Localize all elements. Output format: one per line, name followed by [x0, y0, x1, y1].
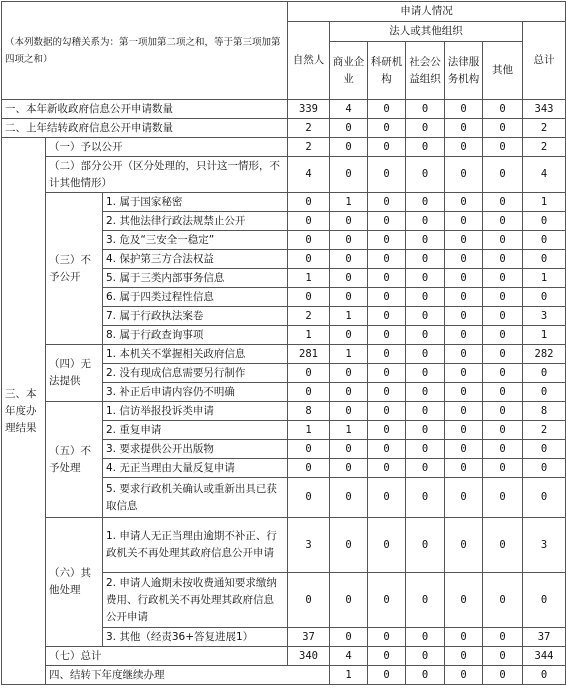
cell: 0	[483, 288, 523, 307]
row-label: （七）总计	[46, 647, 288, 666]
group-label-not-disclosed: （三）不予公开	[46, 193, 103, 345]
cell: 0	[483, 647, 523, 666]
cell: 0	[330, 231, 368, 250]
cell: 0	[288, 383, 330, 402]
cell: 0	[483, 518, 523, 573]
header-social-welfare: 社会公益组织	[406, 42, 445, 100]
cell: 0	[523, 288, 566, 307]
cell: 0	[368, 212, 406, 231]
header-legal-service: 法律服务机构	[445, 42, 483, 100]
row-partial	[2, 157, 566, 193]
cell: 0	[523, 231, 566, 250]
header-commercial: 商业企业	[330, 42, 368, 100]
cell: 1	[330, 345, 368, 364]
cell: 1	[330, 193, 368, 212]
cell: 0	[445, 518, 483, 573]
cell: 0	[288, 440, 330, 459]
cell: 340	[288, 647, 330, 666]
cell: 0	[368, 421, 406, 440]
row-item	[2, 193, 566, 212]
cell: 0	[330, 459, 368, 478]
cell: 1	[288, 326, 330, 345]
cell: 0	[445, 402, 483, 421]
cell: 2	[523, 138, 566, 157]
cell: 0	[445, 288, 483, 307]
row-label: （二）部分公开（区分处理的，只计这一情形，不计其他情形）	[46, 157, 288, 193]
cell: 0	[330, 288, 368, 307]
cell: 0	[445, 345, 483, 364]
header-total: 总计	[523, 22, 566, 100]
cell: 0	[406, 628, 445, 647]
row-label: 2. 重复申请	[103, 421, 288, 440]
row-label: 2. 没有现成信息需要另行制作	[103, 364, 288, 383]
cell: 0	[406, 345, 445, 364]
header-research: 科研机构	[368, 42, 406, 100]
cell: 0	[406, 193, 445, 212]
cell: 8	[288, 402, 330, 421]
cell: 0	[368, 326, 406, 345]
cell: 343	[523, 100, 566, 119]
section3-label: 三、本年度办理结果	[2, 138, 46, 685]
cell: 0	[483, 326, 523, 345]
row-subtotal	[2, 647, 566, 666]
header-applicant-info: 申请人情况	[288, 2, 566, 22]
cell: 282	[523, 345, 566, 364]
row-label: 四、结转下年度继续办理	[46, 666, 330, 685]
cell: 0	[406, 157, 445, 193]
cell: 0	[368, 440, 406, 459]
cell: 0	[368, 573, 406, 628]
cell: 0	[406, 573, 445, 628]
cell: 0	[330, 269, 368, 288]
header-other: 其他	[483, 42, 523, 100]
cell: 0	[445, 269, 483, 288]
cell: 0	[406, 100, 445, 119]
cell: 0	[445, 421, 483, 440]
cell: 0	[406, 364, 445, 383]
cell: 8	[523, 402, 566, 421]
cell: 0	[483, 212, 523, 231]
row-label: 3. 补正后申请内容仍不明确	[103, 383, 288, 402]
cell: 0	[368, 138, 406, 157]
row-carried-over	[2, 119, 566, 138]
row-label: 8. 属于行政查询事项	[103, 326, 288, 345]
cell: 0	[483, 307, 523, 326]
row-item	[2, 518, 566, 573]
cell: 0	[330, 364, 368, 383]
cell: 0	[288, 212, 330, 231]
cell: 0	[288, 478, 330, 518]
cell: 0	[523, 459, 566, 478]
cell: 0	[368, 478, 406, 518]
cell: 0	[406, 478, 445, 518]
cell: 0	[483, 459, 523, 478]
cell: 2	[523, 421, 566, 440]
cell: 339	[288, 100, 330, 119]
cell: 3	[288, 518, 330, 573]
cell: 0	[330, 212, 368, 231]
cell: 2	[523, 119, 566, 138]
cell: 0	[483, 440, 523, 459]
cell: 0	[445, 212, 483, 231]
cell: 0	[483, 421, 523, 440]
cell: 0	[406, 440, 445, 459]
header-natural-person: 自然人	[288, 22, 330, 100]
cell: 0	[368, 100, 406, 119]
statistics-table	[1, 1, 566, 685]
cell: 0	[483, 345, 523, 364]
cell: 0	[288, 250, 330, 269]
cell: 0	[288, 573, 330, 628]
cell: 0	[368, 628, 406, 647]
cell: 0	[445, 440, 483, 459]
cell: 0	[523, 440, 566, 459]
cell: 0	[483, 478, 523, 518]
cell: 0	[445, 157, 483, 193]
cell: 0	[483, 193, 523, 212]
cell: 344	[523, 647, 566, 666]
cell: 0	[483, 269, 523, 288]
cell: 1	[523, 326, 566, 345]
cell: 0	[406, 459, 445, 478]
row-label: 7. 属于行政执法案卷	[103, 307, 288, 326]
cell: 3	[523, 307, 566, 326]
header-legal-org: 法人或其他组织	[330, 22, 523, 42]
cell: 0	[368, 364, 406, 383]
cell: 0	[368, 518, 406, 573]
row-label: 6. 属于四类过程性信息	[103, 288, 288, 307]
cell: 0	[368, 666, 406, 685]
cell: 0	[288, 459, 330, 478]
cell: 0	[483, 100, 523, 119]
cell: 0	[368, 119, 406, 138]
cell: 0	[406, 138, 445, 157]
cell: 3	[523, 518, 566, 573]
row-label: 1. 本机关不掌握相关政府信息	[103, 345, 288, 364]
cell: 0	[330, 138, 368, 157]
cell: 0	[523, 478, 566, 518]
row-label: 二、上年结转政府信息公开申请数量	[2, 119, 288, 138]
cell: 0	[368, 231, 406, 250]
cell: 0	[523, 383, 566, 402]
cell: 0	[523, 364, 566, 383]
cell: 4	[330, 100, 368, 119]
cell: 2	[288, 119, 330, 138]
cell: 0	[288, 364, 330, 383]
cell: 0	[523, 666, 566, 685]
cell: 0	[330, 628, 368, 647]
cell: 0	[330, 383, 368, 402]
cell: 0	[330, 402, 368, 421]
cell: 0	[406, 326, 445, 345]
cell: 0	[445, 459, 483, 478]
cell: 0	[445, 647, 483, 666]
cell: 0	[523, 212, 566, 231]
row-label: 2. 申请人逾期未按收费通知要求缴纳费用、行政机关不再处理其政府信息公开申请	[103, 573, 288, 628]
cell: 0	[330, 157, 368, 193]
row-item	[2, 345, 566, 364]
cell: 1	[288, 421, 330, 440]
cell: 0	[368, 157, 406, 193]
cell: 0	[406, 250, 445, 269]
cell: 0	[406, 402, 445, 421]
cell: 0	[330, 440, 368, 459]
cell: 0	[406, 666, 445, 685]
cell: 0	[368, 383, 406, 402]
group-label-unable: （四）无法提供	[46, 345, 103, 402]
cell: 0	[368, 193, 406, 212]
cell: 0	[445, 666, 483, 685]
cell: 1	[330, 666, 368, 685]
cell: 0	[406, 421, 445, 440]
row-label: 4. 无正当理由大量反复申请	[103, 459, 288, 478]
cell: 0	[330, 119, 368, 138]
cell: 1	[288, 269, 330, 288]
row-label: 2. 其他法律行政法规禁止公开	[103, 212, 288, 231]
cell: 0	[483, 402, 523, 421]
cell: 0	[483, 383, 523, 402]
cell: 0	[406, 119, 445, 138]
cell: 0	[483, 364, 523, 383]
cell: 0	[445, 364, 483, 383]
row-label: 一、本年新收政府信息公开申请数量	[2, 100, 288, 119]
cell: 0	[330, 250, 368, 269]
cell: 0	[406, 288, 445, 307]
group-label-other-handling: （六）其他处理	[46, 518, 103, 647]
row-label: 5. 要求行政机关确认或重新出具已获取信息	[103, 478, 288, 518]
cell: 0	[483, 138, 523, 157]
cell: 0	[368, 459, 406, 478]
cell: 0	[406, 307, 445, 326]
cell: 0	[445, 628, 483, 647]
cell: 4	[288, 157, 330, 193]
cell: 0	[368, 647, 406, 666]
cell: 0	[445, 231, 483, 250]
group-label-not-processed: （五）不予处理	[46, 402, 103, 518]
row-label: （一）予以公开	[46, 138, 288, 157]
cell: 0	[406, 269, 445, 288]
row-label: 5. 属于三类内部事务信息	[103, 269, 288, 288]
cell: 0	[483, 157, 523, 193]
cell: 0	[368, 250, 406, 269]
cell: 0	[406, 383, 445, 402]
cell: 0	[406, 212, 445, 231]
cell: 0	[330, 518, 368, 573]
row-carry-forward	[2, 666, 566, 685]
cell: 0	[483, 666, 523, 685]
cell: 37	[288, 628, 330, 647]
cell: 0	[368, 288, 406, 307]
cell: 0	[368, 307, 406, 326]
cell: 0	[445, 119, 483, 138]
cell: 37	[523, 628, 566, 647]
cell: 1	[330, 307, 368, 326]
header-note: （本列数据的勾稽关系为：第一项加第二项之和，等于第三项加第四项之和）	[2, 2, 288, 100]
row-label: 4. 保护第三方合法权益	[103, 250, 288, 269]
cell: 1	[523, 193, 566, 212]
cell: 0	[288, 193, 330, 212]
cell: 0	[445, 138, 483, 157]
row-label: 1. 申请人无正当理由逾期不补正、行政机关不再处理其政府信息公开申请	[103, 518, 288, 573]
row-label: 3. 其他（经责36+答复进展1）	[103, 628, 288, 647]
cell: 0	[445, 100, 483, 119]
row-label: 3. 危及“三安全一稳定”	[103, 231, 288, 250]
cell: 0	[523, 250, 566, 269]
cell: 0	[523, 573, 566, 628]
cell: 0	[288, 288, 330, 307]
cell: 0	[445, 326, 483, 345]
cell: 281	[288, 345, 330, 364]
cell: 0	[368, 345, 406, 364]
cell: 1	[523, 269, 566, 288]
cell: 0	[330, 478, 368, 518]
cell: 0	[406, 518, 445, 573]
cell: 0	[483, 628, 523, 647]
row-label: 1. 信访举报投诉类申请	[103, 402, 288, 421]
cell: 0	[483, 231, 523, 250]
cell: 0	[330, 573, 368, 628]
cell: 0	[483, 250, 523, 269]
cell: 0	[406, 647, 445, 666]
cell: 0	[445, 307, 483, 326]
cell: 1	[330, 421, 368, 440]
row-item	[2, 402, 566, 421]
cell: 4	[523, 157, 566, 193]
row-label: 1. 属于国家秘密	[103, 193, 288, 212]
cell: 0	[406, 231, 445, 250]
cell: 0	[368, 269, 406, 288]
row-new-applications	[2, 100, 566, 119]
cell: 0	[288, 231, 330, 250]
cell: 4	[330, 647, 368, 666]
cell: 0	[445, 383, 483, 402]
row-label: 3. 要求提供公开出版物	[103, 440, 288, 459]
cell: 2	[288, 138, 330, 157]
cell: 0	[445, 573, 483, 628]
row-disclosed	[2, 138, 566, 157]
cell: 0	[483, 119, 523, 138]
cell: 0	[445, 478, 483, 518]
cell: 0	[368, 402, 406, 421]
cell: 2	[288, 307, 330, 326]
cell: 0	[445, 193, 483, 212]
cell: 0	[330, 326, 368, 345]
cell: 0	[445, 250, 483, 269]
cell: 0	[483, 573, 523, 628]
